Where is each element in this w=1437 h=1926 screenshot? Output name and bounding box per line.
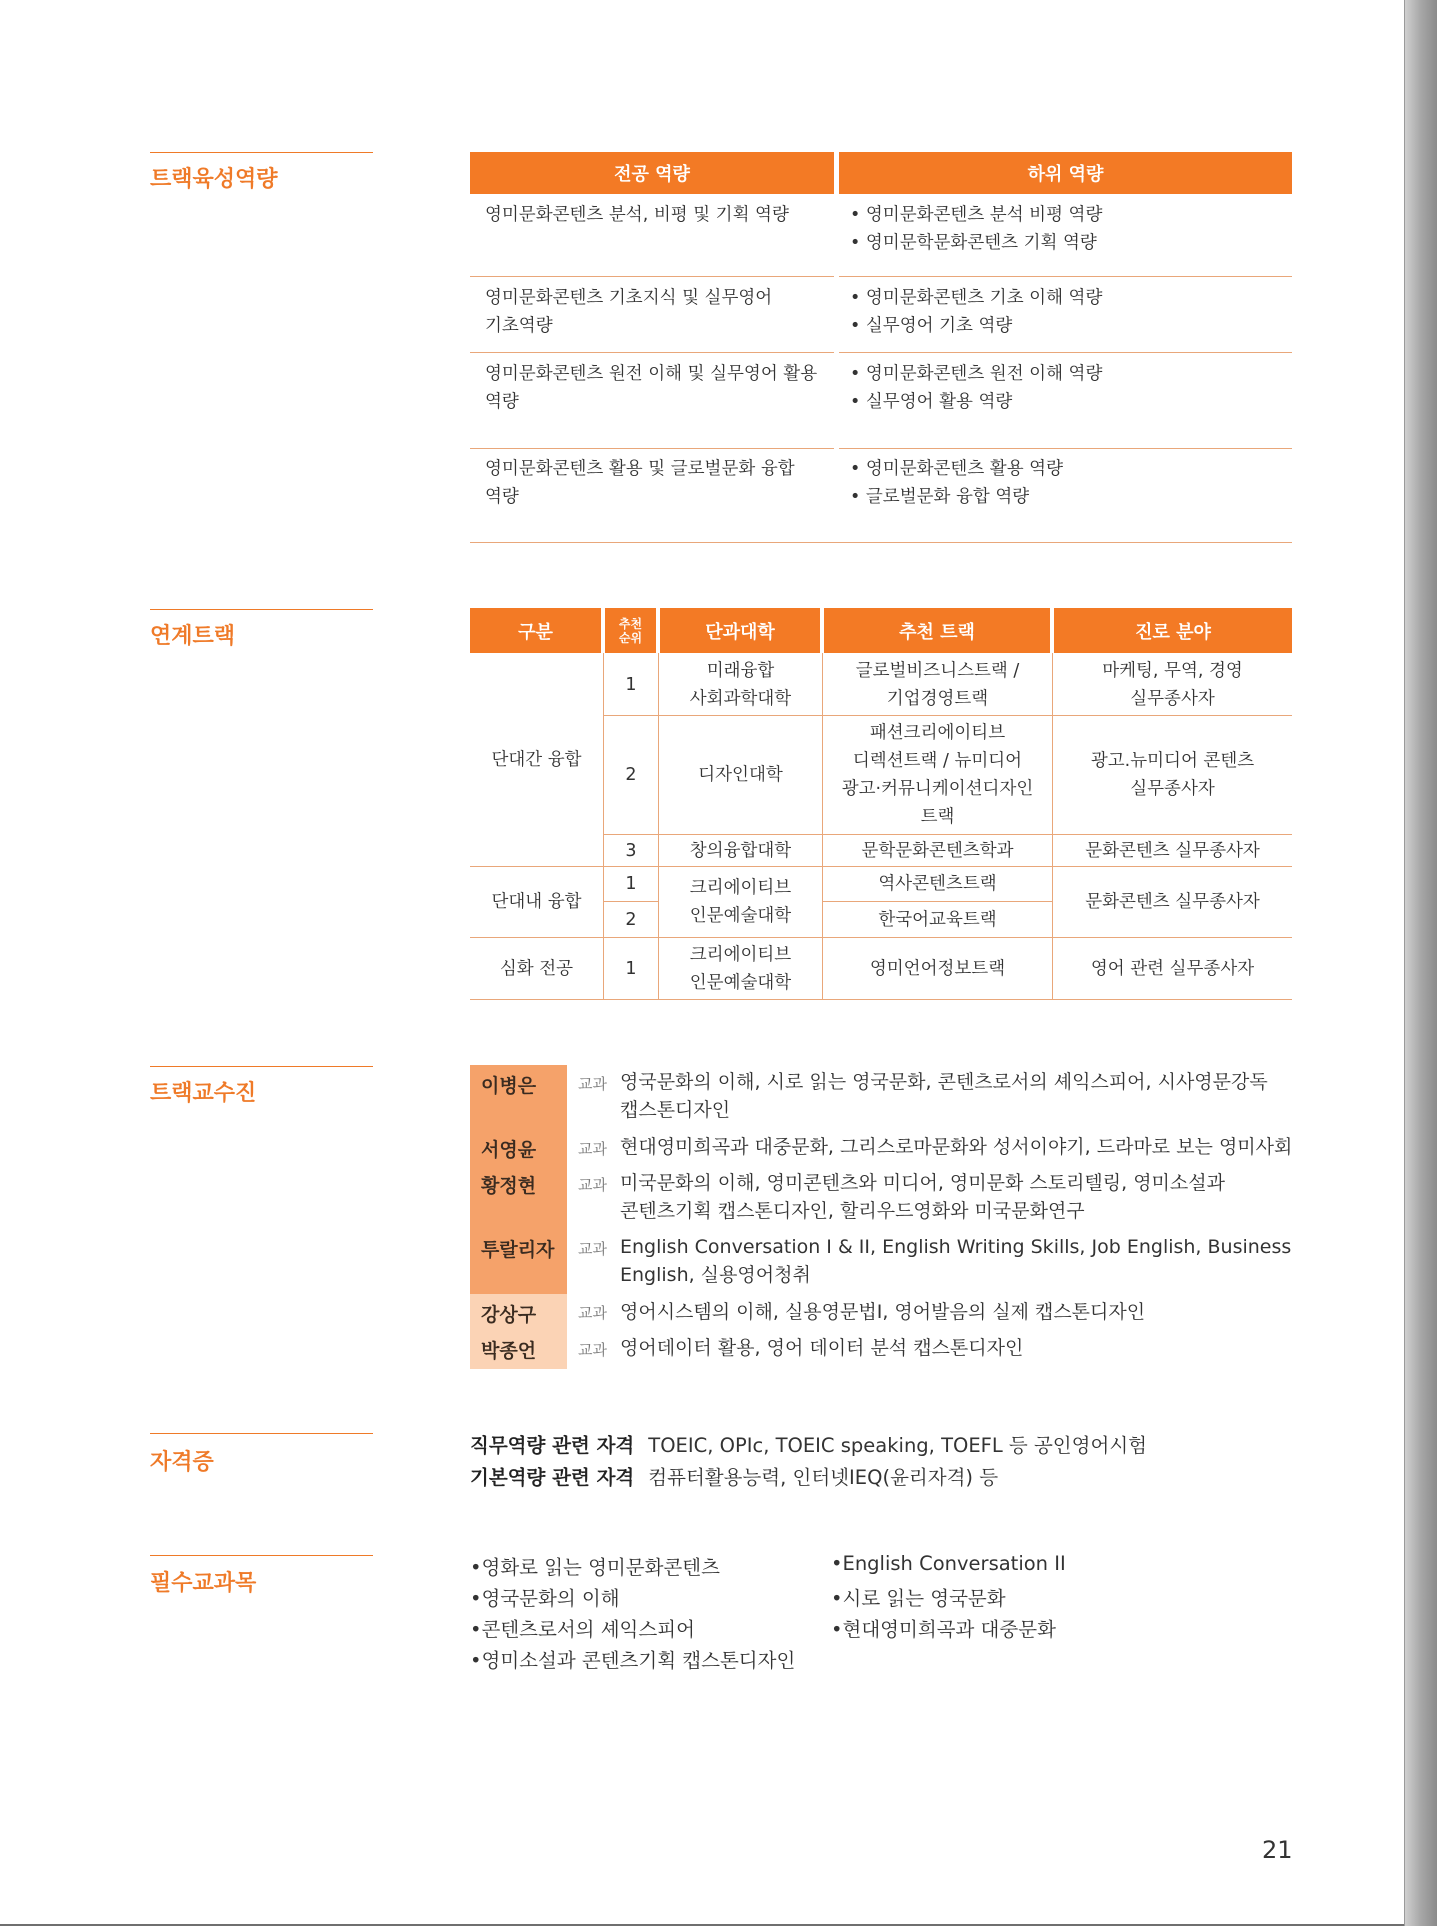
college-line: 크리에이티브 bbox=[689, 878, 792, 898]
track-line: 디렉션트랙 / 뉴미디어 bbox=[852, 751, 1023, 771]
section-divider bbox=[150, 152, 373, 153]
section-divider bbox=[150, 1066, 373, 1067]
header-major-competency: 전공 역량 bbox=[470, 152, 834, 194]
major-competency-text: 역량 bbox=[485, 487, 519, 507]
career-line: 광고.뉴미디어 콘텐츠 bbox=[1090, 751, 1255, 771]
required-course: •영화로 읽는 영미문화콘텐츠 bbox=[470, 1556, 720, 1579]
certificate-row bbox=[470, 1462, 998, 1490]
rank-cell: 1 bbox=[625, 874, 637, 894]
career-cell bbox=[1053, 716, 1292, 834]
sub-competency-list bbox=[850, 201, 1290, 257]
career-line: 실무종사자 bbox=[1130, 779, 1215, 799]
header-type: 구분 bbox=[470, 608, 601, 653]
page-number: 21 bbox=[1262, 1836, 1293, 1864]
row-divider bbox=[470, 276, 834, 277]
section-divider bbox=[150, 609, 373, 610]
major-competency-text: 역량 bbox=[485, 392, 519, 412]
major-competency-text: 기초역량 bbox=[485, 316, 553, 336]
college-line: 사회과학대학 bbox=[689, 688, 792, 709]
track-cell: 문학문화콘텐츠학과 bbox=[861, 840, 1014, 861]
career-line: 실무종사자 bbox=[1130, 688, 1215, 709]
table-bottom-rule bbox=[470, 542, 1292, 543]
table-bottom-rule bbox=[470, 999, 1292, 1000]
track-cell bbox=[823, 654, 1052, 715]
faculty-courses bbox=[620, 1334, 1300, 1362]
college-cell bbox=[659, 867, 822, 937]
faculty-name: 박종언 bbox=[481, 1340, 537, 1362]
certificate-row bbox=[470, 1430, 1147, 1458]
sub-competency-item: • 글로벌문화 융합 역량 bbox=[850, 483, 1290, 511]
section-title-competency: 트랙육성역량 bbox=[150, 167, 278, 192]
college-cell: 창의융합대학 bbox=[689, 840, 792, 861]
section-title-required-courses: 필수교과목 bbox=[150, 1571, 257, 1596]
career-cell bbox=[1053, 654, 1292, 715]
track-cell: 역사콘텐츠트랙 bbox=[878, 874, 997, 894]
career-cell: 영어 관련 실무종사자 bbox=[1090, 958, 1255, 979]
rank-cell: 1 bbox=[625, 674, 637, 695]
row-divider bbox=[839, 352, 1292, 353]
course-tag: 교과 bbox=[578, 1304, 607, 1322]
section-title-certificates: 자격증 bbox=[150, 1450, 214, 1475]
faculty-name: 투랄리자 bbox=[481, 1239, 555, 1261]
track-line: 광고·커뮤니케이션디자인 bbox=[841, 779, 1034, 799]
page-stack-edge bbox=[1404, 0, 1437, 1926]
track-line: 패션크리에이티브 bbox=[869, 723, 1006, 743]
college-line: 인문예술대학 bbox=[689, 972, 792, 993]
track-line: 트랙 bbox=[920, 807, 955, 827]
certificate-label: 기본역량 관련 자격 bbox=[470, 1466, 635, 1489]
college-cell bbox=[659, 654, 822, 715]
section-title-faculty: 트랙교수진 bbox=[150, 1081, 257, 1106]
career-cell: 문화콘텐츠 실무종사자 bbox=[1085, 840, 1260, 861]
faculty-name: 황정현 bbox=[481, 1175, 537, 1197]
header-sub-competency: 하위 역량 bbox=[839, 152, 1292, 194]
group-inter-college: 단대간 융합 bbox=[491, 749, 582, 770]
row-divider bbox=[470, 448, 834, 449]
faculty-name: 이병은 bbox=[481, 1075, 537, 1097]
row-divider bbox=[839, 448, 1292, 449]
header-rank-line: 순위 bbox=[618, 630, 643, 645]
career-cell: 문화콘텐츠 실무종사자 bbox=[1085, 892, 1260, 912]
track-line: 기업경영트랙 bbox=[886, 688, 989, 709]
section-divider bbox=[150, 1433, 373, 1434]
college-line: 크리에이티브 bbox=[689, 944, 792, 965]
sub-competency-item: • 영미문화콘텐츠 원전 이해 역량 bbox=[850, 360, 1290, 388]
header-college: 단과대학 bbox=[660, 608, 820, 653]
required-course: •영미소설과 콘텐츠기획 캡스톤디자인 bbox=[470, 1649, 796, 1672]
major-competency-text: 영미문화콘텐츠 원전 이해 및 실무영어 활용 bbox=[485, 364, 818, 384]
faculty-courses bbox=[620, 1068, 1300, 1124]
header-track: 추천 트랙 bbox=[824, 608, 1050, 653]
section-divider bbox=[150, 1555, 373, 1556]
sub-competency-list bbox=[850, 284, 1290, 340]
course-line: 영국문화의 이해, 시로 읽는 영국문화, 콘텐츠로서의 셰익스피어, 시사영문강독 bbox=[620, 1071, 1268, 1093]
course-line: 영어데이터 활용, 영어 데이터 분석 캡스톤디자인 bbox=[620, 1337, 1024, 1359]
header-career: 진로 분야 bbox=[1054, 608, 1292, 653]
group-intra-college: 단대내 융합 bbox=[491, 892, 582, 912]
sub-competency-list bbox=[850, 360, 1290, 416]
certificate-value: TOEIC, OPIc, TOEIC speaking, TOEFL 등 공인영어시험 bbox=[648, 1434, 1147, 1457]
sub-competency-item: • 영미문화콘텐츠 활용 역량 bbox=[850, 455, 1290, 483]
sub-competency-list bbox=[850, 455, 1290, 511]
course-tag: 교과 bbox=[578, 1140, 607, 1158]
course-line: English, 실용영어청취 bbox=[620, 1264, 811, 1286]
career-line: 마케팅, 무역, 경영 bbox=[1102, 660, 1243, 681]
course-line: English Conversation I & II, English Writing Skills, Job English, Business bbox=[620, 1236, 1292, 1258]
faculty-courses bbox=[620, 1298, 1300, 1326]
certificate-label: 직무역량 관련 자격 bbox=[470, 1434, 635, 1457]
certificate-value: 컴퓨터활용능력, 인터넷IEQ(윤리자격) 등 bbox=[648, 1466, 999, 1489]
major-competency-cell bbox=[485, 201, 830, 229]
college-line: 미래융합 bbox=[706, 660, 775, 681]
faculty-courses bbox=[620, 1233, 1300, 1289]
major-competency-text: 영미문화콘텐츠 활용 및 글로벌문화 융합 bbox=[485, 459, 795, 479]
sub-competency-item: • 영미문화콘텐츠 기초 이해 역량 bbox=[850, 284, 1290, 312]
sub-competency-item: • 영미문화콘텐츠 분석 비평 역량 bbox=[850, 201, 1290, 229]
major-competency-cell bbox=[485, 360, 830, 416]
sub-competency-item: • 영미문학문화콘텐츠 기획 역량 bbox=[850, 229, 1290, 257]
major-competency-text: 영미문화콘텐츠 분석, 비평 및 기획 역량 bbox=[485, 205, 789, 225]
required-course: •영국문화의 이해 bbox=[470, 1587, 620, 1610]
course-tag: 교과 bbox=[578, 1176, 607, 1194]
faculty-name: 서영윤 bbox=[481, 1139, 537, 1161]
row-divider bbox=[839, 276, 1292, 277]
course-line: 콘텐츠기획 캡스톤디자인, 할리우드영화와 미국문화연구 bbox=[620, 1200, 1085, 1222]
track-cell: 한국어교육트랙 bbox=[878, 909, 997, 930]
required-course: •콘텐츠로서의 셰익스피어 bbox=[470, 1618, 695, 1641]
required-course: •시로 읽는 영국문화 bbox=[831, 1587, 1006, 1610]
rank-cell: 2 bbox=[625, 765, 637, 785]
track-line: 글로벌비즈니스트랙 / bbox=[855, 660, 1020, 681]
course-line: 캡스톤디자인 bbox=[620, 1099, 731, 1121]
row-divider bbox=[470, 352, 834, 353]
linked-track-table bbox=[470, 608, 1292, 1000]
major-competency-cell bbox=[485, 284, 830, 340]
course-tag: 교과 bbox=[578, 1341, 607, 1359]
header-rank-line: 추천 bbox=[618, 616, 643, 631]
course-line: 현대영미희곡과 대중문화, 그리스로마문화와 성서이야기, 드라마로 보는 영미사회 bbox=[620, 1136, 1293, 1158]
course-line: 영어시스템의 이해, 실용영문법I, 영어발음의 실제 캡스톤디자인 bbox=[620, 1301, 1146, 1323]
sub-competency-item: • 실무영어 활용 역량 bbox=[850, 388, 1290, 416]
faculty-courses bbox=[620, 1133, 1300, 1161]
header-rank bbox=[605, 608, 656, 653]
college-cell bbox=[659, 938, 822, 999]
required-course: •현대영미희곡과 대중문화 bbox=[831, 1618, 1056, 1641]
section-title-linked-track: 연계트랙 bbox=[150, 624, 236, 649]
track-cell: 영미언어정보트랙 bbox=[869, 958, 1006, 979]
faculty-name: 강상구 bbox=[481, 1304, 537, 1326]
required-course: •English Conversation II bbox=[831, 1552, 1066, 1575]
major-competency-cell bbox=[485, 455, 830, 511]
college-line: 인문예술대학 bbox=[689, 906, 792, 926]
rank-cell: 1 bbox=[625, 958, 637, 979]
rank-cell: 3 bbox=[625, 840, 637, 861]
track-cell bbox=[823, 716, 1052, 834]
group-advanced: 심화 전공 bbox=[499, 958, 574, 979]
course-line: 미국문화의 이해, 영미콘텐츠와 미디어, 영미문화 스토리텔링, 영미소설과 bbox=[620, 1172, 1225, 1194]
faculty-courses bbox=[620, 1169, 1300, 1225]
course-tag: 교과 bbox=[578, 1075, 607, 1093]
college-cell: 디자인대학 bbox=[698, 765, 783, 785]
course-tag: 교과 bbox=[578, 1240, 607, 1258]
rank-cell: 2 bbox=[625, 909, 637, 930]
sub-competency-item: • 실무영어 기초 역량 bbox=[850, 312, 1290, 340]
major-competency-text: 영미문화콘텐츠 기초지식 및 실무영어 bbox=[485, 288, 773, 308]
